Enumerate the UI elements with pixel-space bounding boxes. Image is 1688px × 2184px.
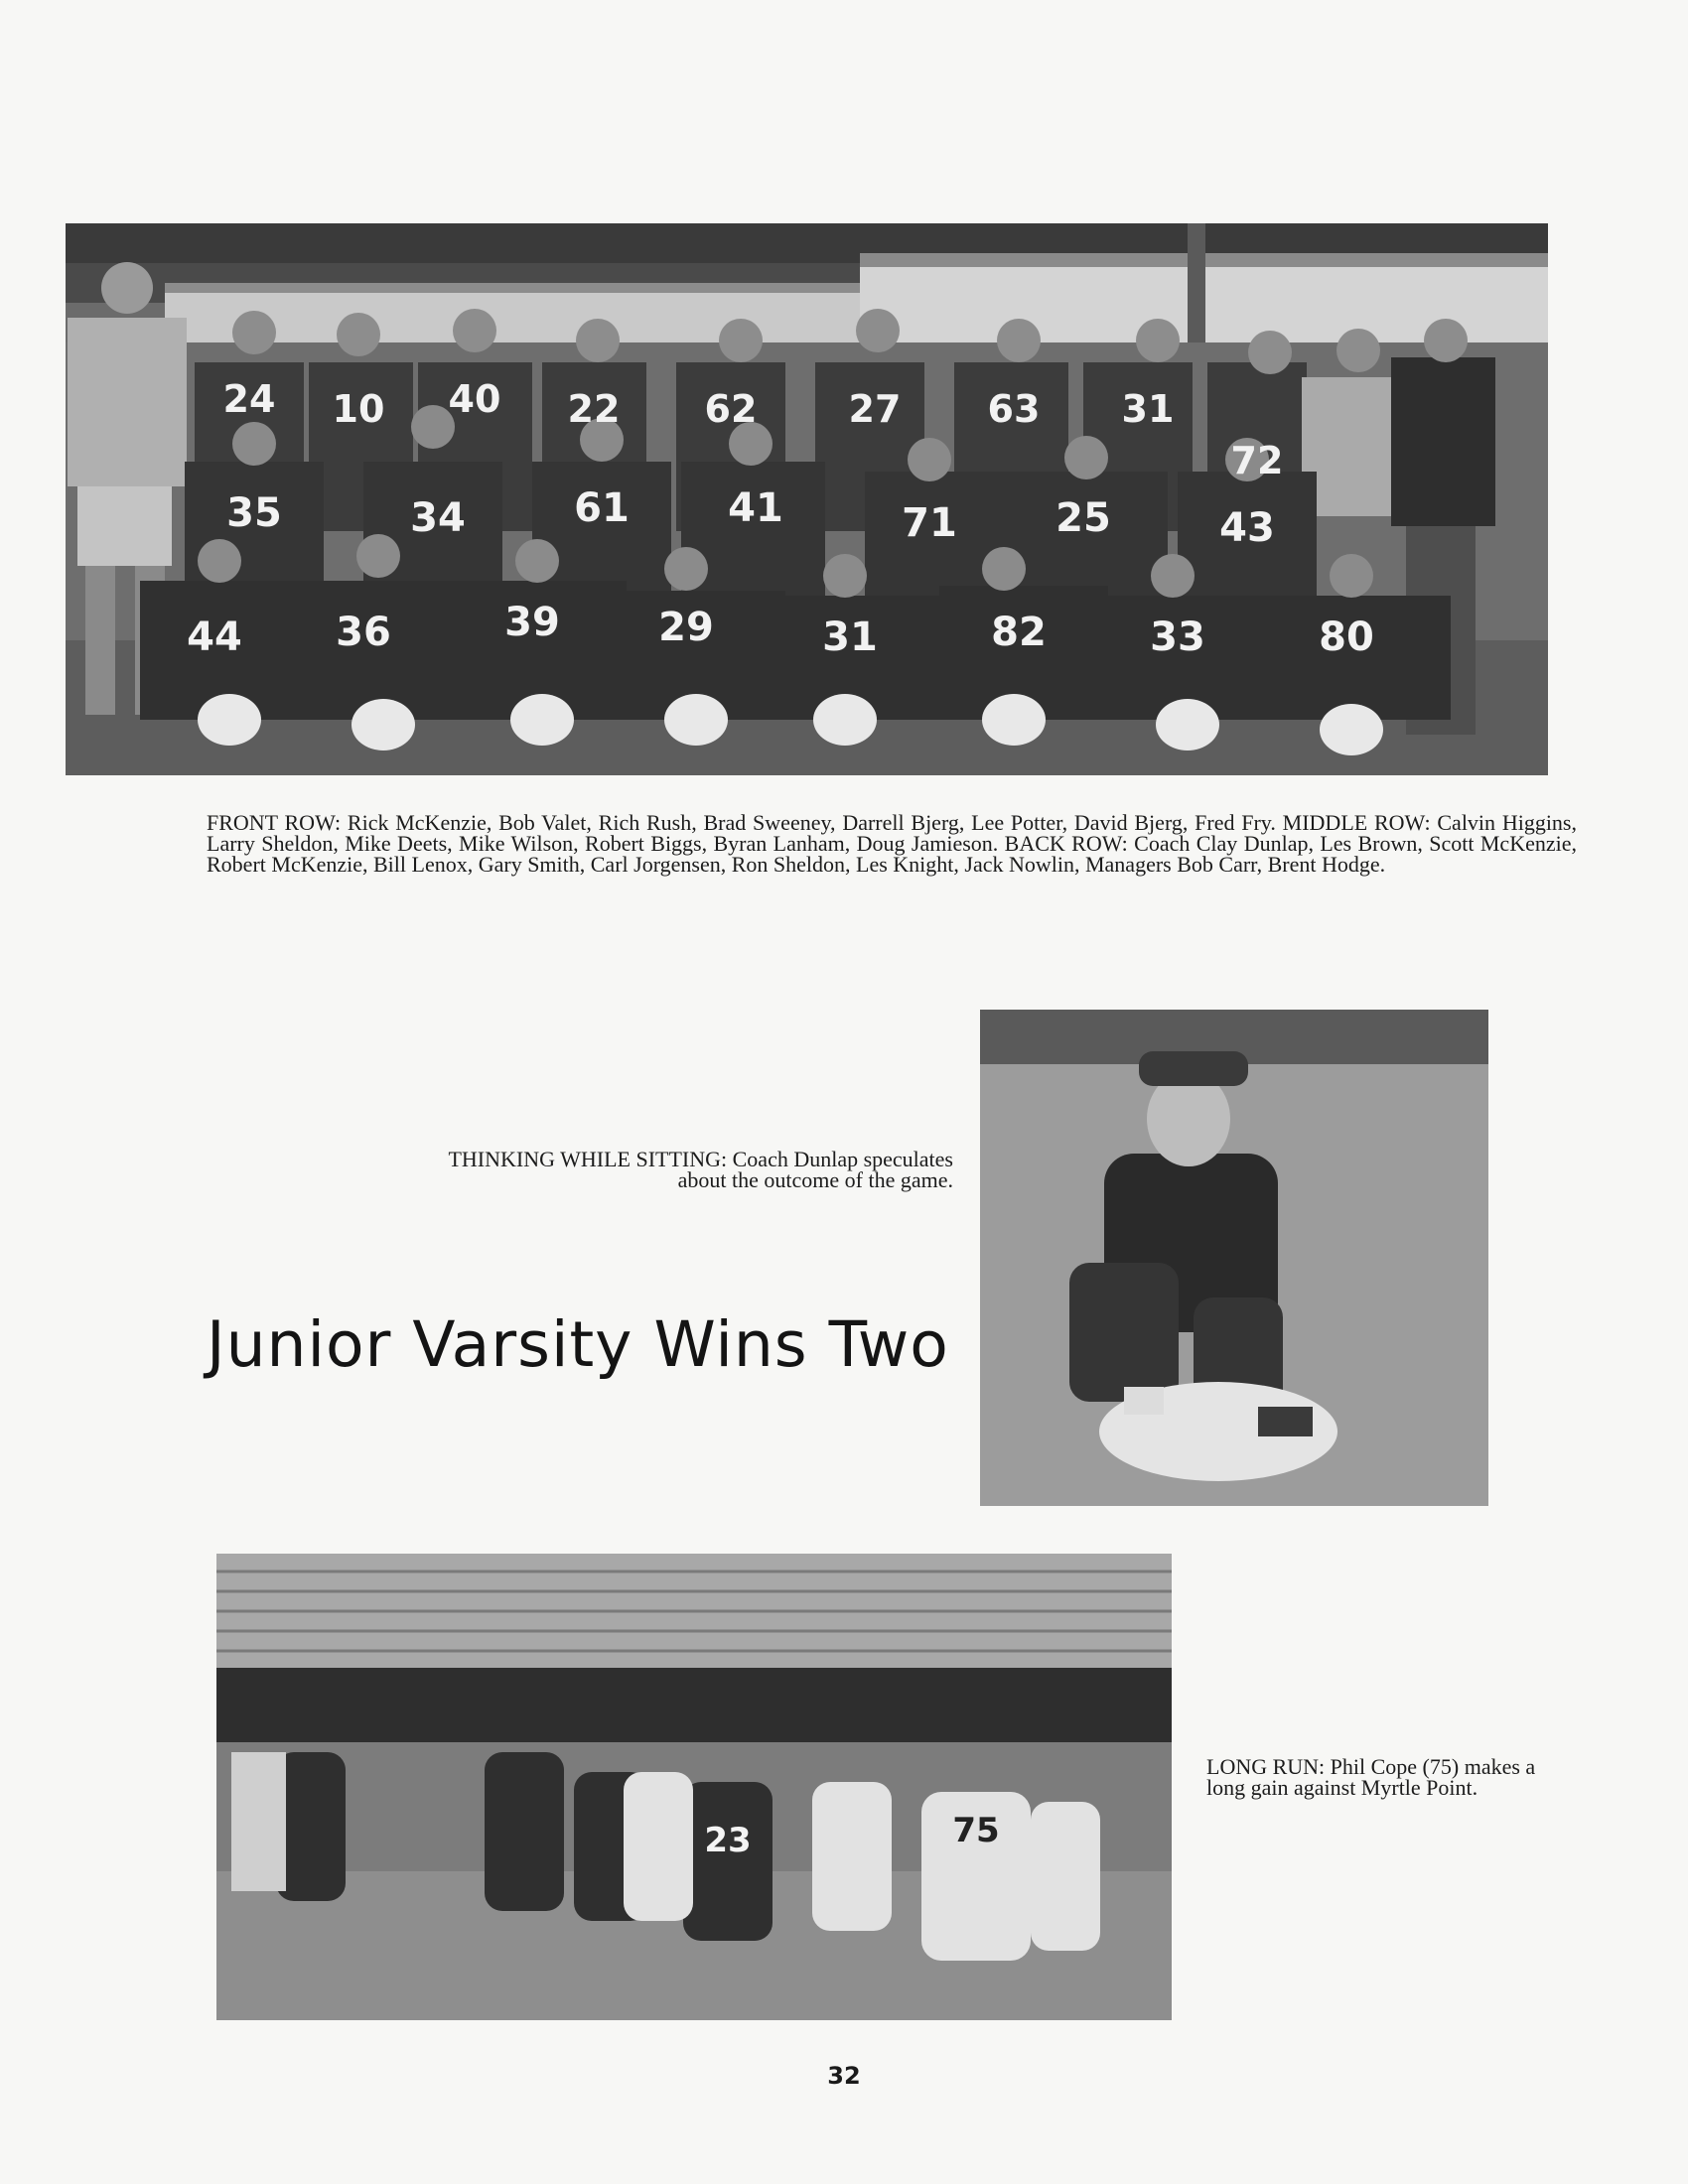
jersey-number: 22 [567,387,621,431]
jersey-number: 71 [902,500,957,546]
jersey-number: 27 [848,387,902,431]
jersey-number: 24 [222,377,276,421]
jersey-number: 75 [952,1811,1000,1850]
jersey-number: 62 [704,387,758,431]
jersey-number: 43 [1219,505,1275,551]
coach-photo-caption: THINKING WHILE SITTING: Coach Dunlap speculates about the outcome of the game. [448,1147,953,1192]
jersey-number: 80 [1319,614,1374,660]
jersey-number: 33 [1150,614,1205,660]
jersey-number: 82 [991,610,1047,655]
team-photo-caption: FRONT ROW: Rick McKenzie, Bob Valet, Rich Rush, Brad Sweeney, Darrell Bjerg, Lee Potter, David Bjerg, Fred Fry. MIDDLE ROW: Calvin Higgins, Larry Sheldon, Mike Deets, Mike Wilson, Robert Biggs, Byran Lanham, Doug Jamieson. BACK ROW: Coach Clay Dunlap, Les Brown, Scott McKenzie, Robert McKenzie, Bill Lenox, Gary Smith, Carl Jorgensen, Ron Sheldon, Les Knight, Jack Nowlin, Managers Bob Carr, Brent Hodge. [207,810,1577,877]
jersey-number: 41 [728,485,783,531]
game-photo [216,1554,1172,2020]
game-photo-caption: LONG RUN: Phil Cope (75) makes a long gain against Myrtle Point. [1206,1754,1536,1800]
jersey-number: 39 [504,600,560,645]
jersey-number: 25 [1055,495,1111,541]
page-number: 32 [827,2062,861,2090]
page-headline: Junior Varsity Wins Two [207,1308,949,1381]
jersey-number: 44 [187,614,242,660]
team-photo [66,223,1548,775]
jersey-number: 36 [336,610,391,655]
jersey-number: 40 [448,377,501,421]
jersey-number: 61 [574,485,630,531]
jersey-number: 72 [1230,439,1284,482]
jersey-number: 31 [1121,387,1175,431]
jersey-number: 35 [226,490,282,536]
jersey-number: 23 [704,1821,752,1860]
jersey-number: 10 [332,387,385,431]
jersey-number: 29 [658,605,714,650]
jersey-number: 34 [410,495,466,541]
jersey-number: 31 [822,614,878,660]
coach-photo [980,1010,1488,1506]
jersey-number: 63 [987,387,1041,431]
